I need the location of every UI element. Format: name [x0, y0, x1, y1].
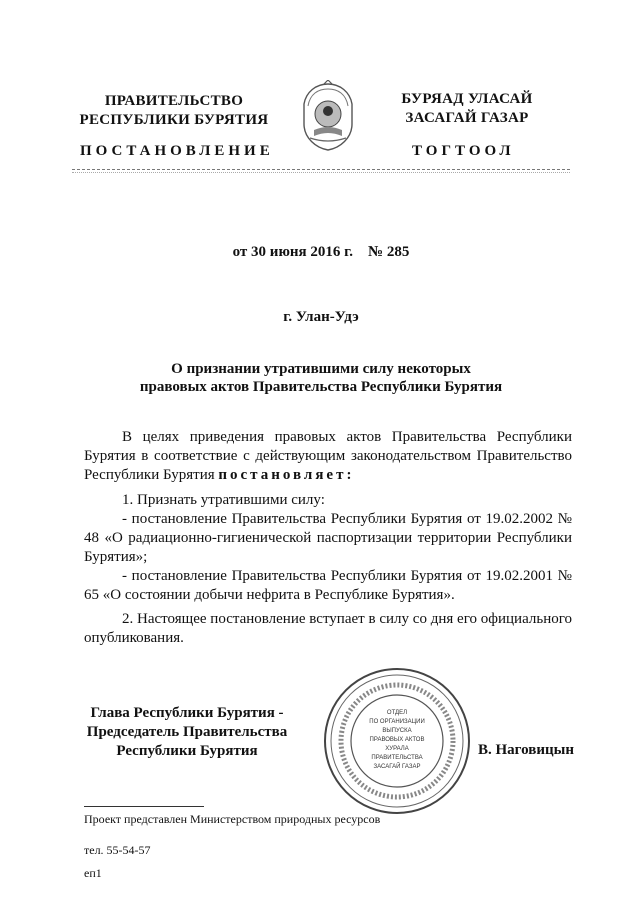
- header-left-line-1: ПРАВИТЕЛЬСТВО: [104, 93, 244, 109]
- preamble-paragraph: [84, 428, 572, 485]
- signatory-title-line-3: Республики Бурятия: [116, 743, 258, 759]
- seal-line-7: ЗАСАГАЙ ГАЗАР: [373, 764, 421, 770]
- decree-title-line-2: правовых актов Правительства Республики Бурятия: [139, 379, 503, 395]
- item-1-block: [84, 491, 572, 605]
- decree-label-ru: ПОСТАНОВЛЕНИЕ: [80, 143, 274, 159]
- seal-line-3: ВЫПУСКА: [382, 728, 412, 734]
- item-1: 1. Признать утратившими силу:: [122, 492, 325, 508]
- header-divider: [72, 169, 570, 170]
- item-1-subitem-b: - постановление Правительства Республики Бурятия от 19.02.2001 № 65 «О состоянии добычи нефрита в Республике Бурятия».: [84, 568, 572, 603]
- decree-title: [72, 360, 570, 396]
- seal-line-6: ПРАВИТЕЛЬСТВА: [371, 755, 423, 761]
- header-divider-secondary: [72, 172, 570, 173]
- header-right-line-2: ЗАСАГАЙ ГАЗАР: [405, 110, 529, 126]
- signatory-title-line-2: Председатель Правительства: [86, 724, 288, 740]
- decree-title-line-1: О признании утратившими силу некоторых: [171, 361, 471, 377]
- header-left-line-2: РЕСПУБЛИКИ БУРЯТИЯ: [79, 112, 269, 128]
- preamble-text: В целях приведения правовых актов Правительства Республики Бурятия в соответствие с действующим законодательством Правительство Республики Бурятия: [84, 429, 572, 483]
- resolves-keyword: постановляет:: [218, 467, 355, 483]
- header-left: [60, 92, 288, 130]
- footnote-code: еп1: [84, 866, 102, 880]
- seal-line-1: ОТДЕЛ: [386, 710, 408, 716]
- footnote-divider: [84, 806, 204, 807]
- decree-date-number: от 30 июня 2016 г. № 285: [232, 244, 410, 260]
- signatory-title-line-1: Глава Республики Бурятия -: [90, 705, 284, 721]
- header-right-line-1: БУРЯАД УЛАСАЙ: [401, 91, 533, 107]
- coat-of-arms-icon: [296, 80, 360, 152]
- signatory-title: [80, 704, 294, 761]
- seal-line-5: ХУРАЛА: [385, 746, 409, 752]
- seal-line-2: ПО ОРГАНИЗАЦИИ: [369, 719, 425, 725]
- item-2: 2. Настоящее постановление вступает в силу со дня его официального опубликования.: [84, 611, 572, 646]
- official-seal-icon: [322, 666, 472, 816]
- city: г. Улан-Удэ: [283, 309, 359, 325]
- signatory-name: В. Наговицын: [478, 742, 574, 758]
- header-right: [368, 90, 566, 128]
- item-1-subitem-a: - постановление Правительства Республики Бурятия от 19.02.2002 № 48 «О радиационно-гигиенической паспортизации территории Республики Бурятия»;: [84, 511, 572, 565]
- footnote-phone: тел. 55-54-57: [84, 843, 151, 857]
- footnote-project-note: Проект представлен Министерством природных ресурсов: [84, 812, 381, 826]
- decree-label-bua: ТОГТООЛ: [412, 143, 515, 159]
- seal-line-4: ПРАВОВЫХ АКТОВ: [369, 737, 425, 743]
